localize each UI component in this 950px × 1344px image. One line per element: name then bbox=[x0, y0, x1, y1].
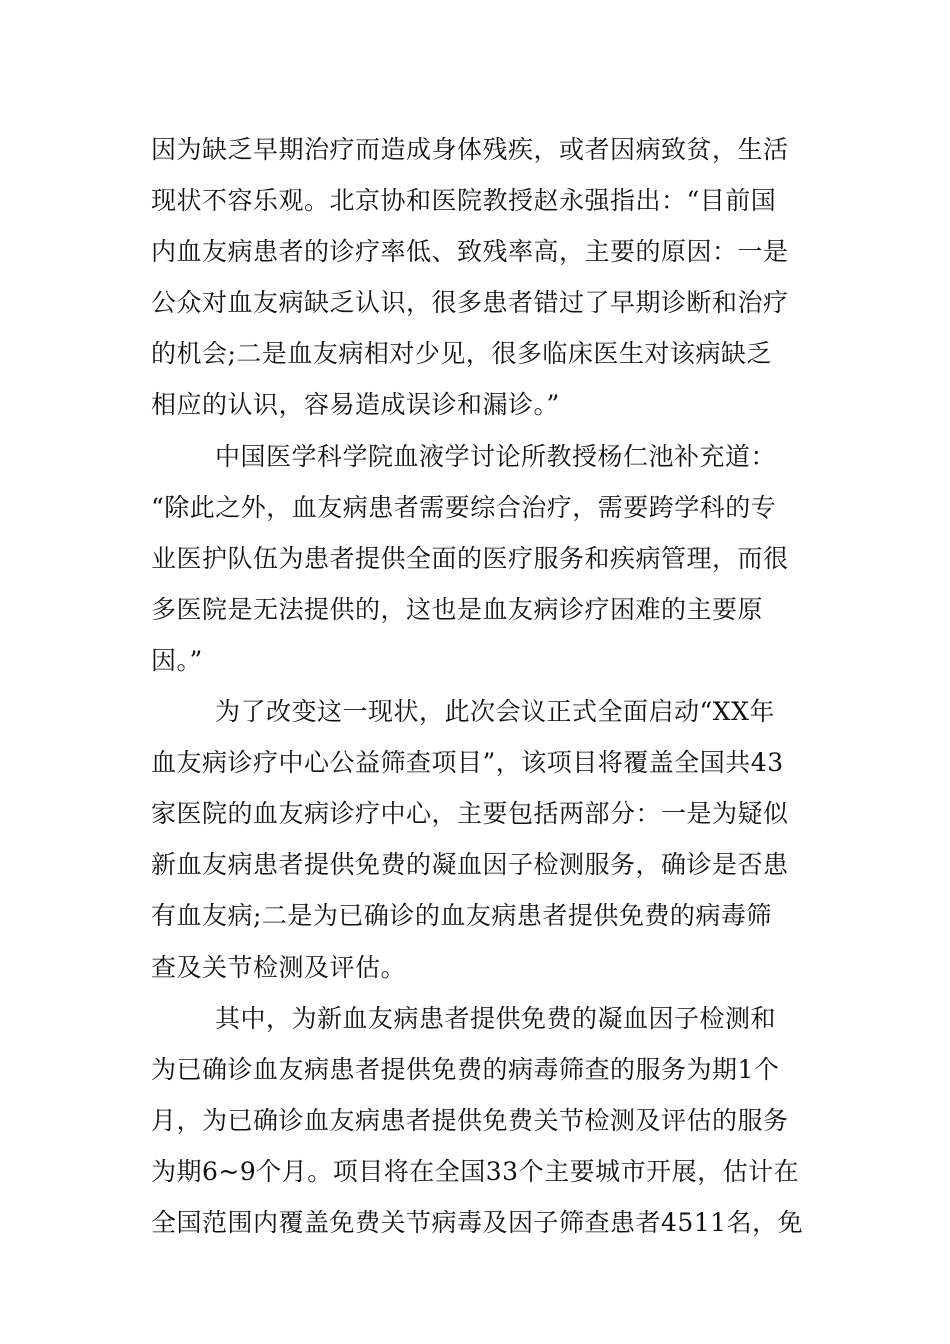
text-line: 因为缺乏早期治疗而造成身体残疾，或者因病致贫，生活 bbox=[151, 135, 789, 164]
paragraph-first-line: 其中，为新血友病患者提供免费的凝血因子检测和 bbox=[215, 1003, 777, 1033]
text-line: 查及关节检测及评估。 bbox=[151, 952, 407, 982]
text-line: 月，为已确诊血友病患者提供免费关节检测及评估的服务 bbox=[151, 1105, 789, 1135]
text-line: 为期6~9个月。项目将在全国33个主要城市开展，估计在 bbox=[151, 1156, 800, 1186]
text-line: 相应的认识，容易造成误诊和漏诊。” bbox=[151, 390, 560, 420]
text-line: 业医护队伍为患者提供全面的医疗服务和疾病管理，而很 bbox=[151, 543, 789, 573]
paragraph-first-line: 为了改变这一现状，此次会议正式全面启动“XX年 bbox=[215, 697, 775, 727]
text-line: 现状不容乐观。北京协和医院教授赵永强指出：“目前国 bbox=[151, 186, 777, 216]
text-line: 公众对血友病缺乏认识，很多患者错过了早期诊断和治疗 bbox=[151, 288, 789, 318]
text-line: 血友病诊疗中心公益筛查项目”，该项目将覆盖全国共43 bbox=[151, 748, 784, 778]
text-line: 的机会;二是血友病相对少见，很多临床医生对该病缺乏 bbox=[151, 339, 772, 369]
text-line: 新血友病患者提供免费的凝血因子检测服务，确诊是否患 bbox=[151, 850, 789, 880]
text-line: 多医院是无法提供的，这也是血友病诊疗困难的主要原 bbox=[151, 594, 764, 624]
paragraph-first-line: 中国医学科学院血液学讨论所教授杨仁池补充道： bbox=[215, 441, 777, 471]
text-line: 家医院的血友病诊疗中心，主要包括两部分：一是为疑似 bbox=[151, 799, 789, 829]
text-line: 因。” bbox=[151, 645, 203, 675]
text-line: 为已确诊血友病患者提供免费的病毒筛查的服务为期1个 bbox=[151, 1054, 780, 1084]
text-line: 全国范围内覆盖免费关节病毒及因子筛查患者4511名，免 bbox=[151, 1207, 804, 1237]
body-text bbox=[151, 124, 811, 1248]
text-line: 内血友病患者的诊疗率低、致残率高，主要的原因：一是 bbox=[151, 237, 789, 267]
text-line: 有血友病;二是为已确诊的血友病患者提供免费的病毒筛 bbox=[151, 901, 772, 931]
text-line: “除此之外，血友病患者需要综合治疗，需要跨学科的专 bbox=[151, 492, 777, 522]
